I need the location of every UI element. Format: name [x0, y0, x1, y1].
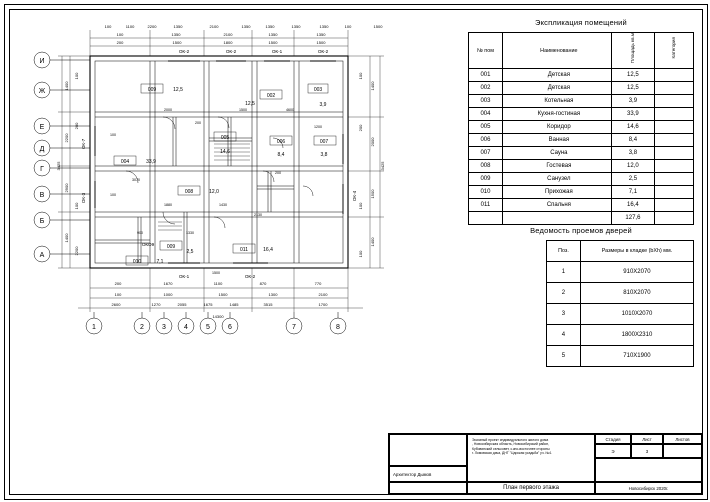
table-row [547, 346, 694, 367]
svg-text:1500: 1500 [373, 24, 383, 29]
svg-text:1350: 1350 [268, 32, 278, 37]
doors-cell: 2 [547, 283, 581, 304]
rooms-cell: 2,5 [611, 173, 654, 186]
doors-table-title: Ведомость проемов дверей [530, 226, 632, 235]
svg-text:12,5: 12,5 [173, 87, 183, 93]
rooms-cell [654, 121, 693, 134]
doors-col-pos: Поз. [547, 241, 581, 262]
svg-text:2200: 2200 [147, 24, 157, 29]
rooms-cell [654, 199, 693, 212]
svg-text:200: 200 [116, 40, 124, 45]
svg-text:870: 870 [259, 281, 267, 286]
svg-text:2: 2 [140, 324, 144, 331]
svg-text:003: 003 [313, 87, 323, 93]
svg-text:Ж: Ж [38, 88, 46, 95]
rooms-cell [654, 108, 693, 121]
svg-text:1670: 1670 [163, 281, 173, 286]
svg-text:100: 100 [358, 202, 363, 210]
project-line-3: Кубовинский сельсовет, с.кпо-восточнее стороны [472, 446, 550, 451]
svg-text:770: 770 [314, 281, 322, 286]
svg-text:2100: 2100 [223, 32, 233, 37]
rooms-cell [654, 160, 693, 173]
svg-text:7: 7 [292, 324, 296, 331]
rooms-cell: 3,8 [611, 147, 654, 160]
svg-text:011: 011 [240, 247, 248, 253]
doors-col-size: Размеры в кладке (bXh) мм. [580, 241, 693, 262]
rooms-cell: Коридор [502, 121, 611, 134]
svg-text:5: 5 [206, 324, 210, 331]
rooms-cell: 008 [469, 160, 503, 173]
svg-text:Б: Б [39, 218, 45, 225]
svg-text:1400: 1400 [64, 81, 69, 91]
svg-text:2100: 2100 [209, 24, 219, 29]
table-row [469, 199, 694, 212]
svg-text:7,1: 7,1 [156, 259, 164, 265]
svg-text:100: 100 [110, 133, 116, 137]
rooms-cell: 33,9 [611, 108, 654, 121]
svg-text:2900: 2900 [64, 183, 69, 193]
rooms-table-title: Экспликация помещений [535, 18, 627, 27]
svg-text:1300: 1300 [268, 292, 278, 297]
doors-cell: 3 [547, 304, 581, 325]
svg-text:1100: 1100 [213, 281, 223, 286]
city-year: Новосибирск 2020г. [628, 485, 669, 491]
svg-text:ОК-1: ОК-1 [271, 49, 283, 54]
svg-text:4600: 4600 [286, 108, 294, 112]
svg-text:3425: 3425 [380, 161, 385, 171]
svg-text:И: И [39, 58, 45, 65]
svg-text:8,4: 8,4 [277, 152, 285, 158]
svg-text:1500: 1500 [218, 292, 228, 297]
svg-text:100: 100 [358, 72, 363, 80]
svg-text:1270: 1270 [151, 302, 161, 307]
svg-text:2130: 2130 [254, 213, 262, 217]
table-row [469, 186, 694, 199]
svg-text:3,8: 3,8 [320, 152, 328, 158]
rooms-cell: Санузел [502, 173, 611, 186]
table-row [469, 173, 694, 186]
rooms-cell [654, 186, 693, 199]
svg-text:1485: 1485 [229, 302, 239, 307]
rooms-cell: Котельная [502, 95, 611, 108]
svg-text:1200: 1200 [314, 125, 322, 129]
rooms-cell: 7,1 [611, 186, 654, 199]
svg-text:1330: 1330 [186, 231, 194, 235]
rooms-cell: 010 [469, 186, 503, 199]
svg-text:100: 100 [74, 202, 79, 210]
svg-text:Д: Д [39, 146, 45, 153]
stage-header: Стадия [605, 436, 621, 442]
table-row [469, 147, 694, 160]
table-row [547, 304, 694, 325]
table-row [547, 325, 694, 346]
svg-text:010: 010 [132, 259, 142, 265]
svg-text:12,0: 12,0 [209, 189, 219, 195]
rooms-cell: 004 [469, 108, 503, 121]
rooms-cell [654, 69, 693, 82]
table-row [469, 108, 694, 121]
svg-text:14,6: 14,6 [220, 149, 230, 155]
svg-text:100: 100 [74, 72, 79, 80]
rooms-col-category: Категория [670, 37, 676, 59]
rooms-cell: Кухня-гостиная [502, 108, 611, 121]
table-row [469, 121, 694, 134]
svg-text:Е: Е [39, 124, 45, 131]
rooms-col-area: Площадь кв.м [629, 33, 635, 64]
svg-text:900: 900 [137, 231, 143, 235]
rooms-cell: 12,5 [611, 69, 654, 82]
rooms-cell: Ванная [502, 134, 611, 147]
doors-cell: 710Х1900 [580, 346, 693, 367]
rooms-cell: 8,4 [611, 134, 654, 147]
svg-text:2600: 2600 [111, 302, 121, 307]
svg-text:ОКО9: ОКО9 [141, 242, 155, 247]
rooms-cell [654, 82, 693, 95]
svg-text:006: 006 [276, 139, 286, 145]
doors-cell: 810Х2070 [580, 283, 693, 304]
rooms-cell [654, 147, 693, 160]
svg-text:200: 200 [114, 281, 122, 286]
svg-text:1700: 1700 [318, 302, 328, 307]
svg-text:004: 004 [120, 159, 130, 165]
rooms-cell: 3,9 [611, 95, 654, 108]
table-row [469, 82, 694, 95]
svg-text:3070: 3070 [132, 178, 140, 182]
table-row [469, 95, 694, 108]
sheet-title: План первого этажа [503, 485, 559, 491]
svg-text:1500: 1500 [316, 40, 326, 45]
table-row [469, 134, 694, 147]
rooms-cell: 006 [469, 134, 503, 147]
svg-text:200: 200 [195, 121, 201, 125]
svg-text:1350: 1350 [241, 24, 251, 29]
svg-text:1350: 1350 [173, 24, 183, 29]
svg-text:2200: 2200 [74, 246, 79, 256]
svg-text:6: 6 [228, 324, 232, 331]
table-row [547, 283, 694, 304]
svg-text:009: 009 [147, 87, 157, 93]
svg-text:3515: 3515 [263, 302, 273, 307]
rooms-cell: Спальня [502, 199, 611, 212]
svg-text:ОК-1: ОК-1 [178, 274, 190, 279]
svg-text:1430: 1430 [219, 203, 227, 207]
svg-text:ОК-4: ОК-4 [352, 190, 357, 202]
rooms-cell: Прихожая [502, 186, 611, 199]
svg-text:1350: 1350 [316, 32, 326, 37]
svg-text:2000: 2000 [164, 108, 172, 112]
rooms-cell: 009 [469, 173, 503, 186]
rooms-total-blank-2 [502, 212, 611, 225]
doors-cell: 1010Х2070 [580, 304, 693, 325]
svg-text:ОК-2: ОК-2 [317, 49, 329, 54]
svg-text:Г: Г [40, 166, 44, 173]
sheet-header: Лист [642, 436, 652, 442]
svg-text:009: 009 [166, 244, 176, 250]
svg-text:1500: 1500 [172, 40, 182, 45]
svg-text:3: 3 [162, 324, 166, 331]
svg-text:ОК-2: ОК-2 [225, 49, 237, 54]
svg-text:1400: 1400 [370, 81, 375, 91]
table-row [547, 262, 694, 283]
doors-cell: 1800Х2310 [580, 325, 693, 346]
sheets-header: Листов [675, 436, 690, 442]
table-row [469, 160, 694, 173]
svg-text:2055: 2055 [177, 302, 187, 307]
svg-text:100: 100 [344, 24, 352, 29]
svg-text:200: 200 [74, 122, 79, 130]
floor-plan-drawing [18, 16, 448, 346]
doors-table-header-row [547, 241, 694, 262]
svg-text:1350: 1350 [319, 24, 329, 29]
svg-text:1400: 1400 [64, 233, 69, 243]
svg-text:008: 008 [184, 189, 194, 195]
svg-text:100: 100 [104, 24, 112, 29]
svg-text:100: 100 [114, 292, 122, 297]
svg-text:8: 8 [336, 324, 340, 331]
doors-cell: 4 [547, 325, 581, 346]
svg-text:1100: 1100 [125, 24, 135, 29]
svg-text:100: 100 [110, 193, 116, 197]
architect-label: Архитектор Дымов [393, 471, 432, 477]
svg-text:3,9: 3,9 [319, 102, 327, 108]
svg-text:14300: 14300 [212, 314, 224, 319]
rooms-cell: Сауна [502, 147, 611, 160]
svg-text:12,5: 12,5 [245, 101, 255, 107]
rooms-cell [654, 134, 693, 147]
svg-text:2000: 2000 [370, 137, 375, 147]
rooms-cell [654, 173, 693, 186]
svg-text:1350: 1350 [291, 24, 301, 29]
svg-text:1: 1 [92, 324, 96, 331]
rooms-cell: Гостевая [502, 160, 611, 173]
project-line-4: г. Ломовская дача, ДНТ "Царская усадьба" уч. №4. [472, 451, 552, 456]
rooms-cell: 002 [469, 82, 503, 95]
stage-value: Э [611, 448, 615, 454]
svg-text:В: В [39, 192, 45, 199]
table-row [469, 69, 694, 82]
svg-text:33,9: 33,9 [146, 159, 156, 165]
svg-text:1800: 1800 [223, 40, 233, 45]
rooms-cell: 011 [469, 199, 503, 212]
doors-table [546, 240, 694, 367]
rooms-table-header-row [469, 33, 694, 69]
svg-text:ОК-2: ОК-2 [244, 274, 256, 279]
doors-cell: 5 [547, 346, 581, 367]
svg-text:1350: 1350 [171, 32, 181, 37]
svg-text:007: 007 [319, 139, 329, 145]
svg-text:ОК-7: ОК-7 [81, 138, 86, 150]
svg-text:1350: 1350 [265, 24, 275, 29]
svg-text:ОК-3: ОК-3 [81, 192, 86, 204]
svg-text:ОК-2: ОК-2 [178, 49, 190, 54]
rooms-cell: 005 [469, 121, 503, 134]
svg-text:2200: 2200 [64, 133, 69, 143]
rooms-cell: 003 [469, 95, 503, 108]
svg-text:1000: 1000 [163, 292, 173, 297]
svg-text:200: 200 [275, 171, 281, 175]
rooms-cell: 12,5 [611, 82, 654, 95]
svg-text:16,4: 16,4 [263, 247, 273, 253]
svg-text:2100: 2100 [318, 292, 328, 297]
rooms-total-blank-1 [469, 212, 503, 225]
svg-text:200: 200 [358, 124, 363, 132]
project-line-1: Эскизный проект индивидуального жилого дома [472, 438, 549, 442]
rooms-col-number: № пом [469, 33, 503, 69]
rooms-cell: Детская [502, 82, 611, 95]
rooms-cell: Детская [502, 69, 611, 82]
rooms-cell: 001 [469, 69, 503, 82]
svg-text:100: 100 [116, 32, 124, 37]
svg-text:1500: 1500 [370, 189, 375, 199]
rooms-cell: 14,6 [611, 121, 654, 134]
svg-text:1675: 1675 [203, 302, 213, 307]
project-line-2: , Новосибирская область, Новосибирский район, [472, 442, 550, 447]
svg-text:100: 100 [358, 250, 363, 258]
rooms-cell [654, 95, 693, 108]
rooms-cell: 007 [469, 147, 503, 160]
doors-cell: 1 [547, 262, 581, 283]
rooms-cell: 16,4 [611, 199, 654, 212]
rooms-total-blank-3 [654, 212, 693, 225]
svg-text:002: 002 [266, 93, 276, 99]
svg-text:1500: 1500 [212, 271, 220, 275]
svg-text:005: 005 [220, 135, 230, 141]
rooms-total-area: 127,6 [611, 212, 654, 225]
doors-cell: 910Х2070 [580, 262, 693, 283]
rooms-col-name: Наименование [502, 33, 611, 69]
sheet-value: 3 [645, 448, 649, 454]
svg-text:1880: 1880 [164, 203, 172, 207]
rooms-total-row [469, 212, 694, 225]
svg-text:1500: 1500 [268, 40, 278, 45]
title-block [388, 433, 703, 495]
svg-text:2,5: 2,5 [186, 249, 194, 255]
svg-text:1400: 1400 [370, 237, 375, 247]
svg-text:1500: 1500 [239, 108, 247, 112]
rooms-cell: 12,0 [611, 160, 654, 173]
svg-text:А: А [39, 252, 45, 259]
svg-text:3425: 3425 [56, 161, 61, 171]
svg-text:4: 4 [184, 324, 188, 331]
rooms-table [468, 32, 694, 225]
